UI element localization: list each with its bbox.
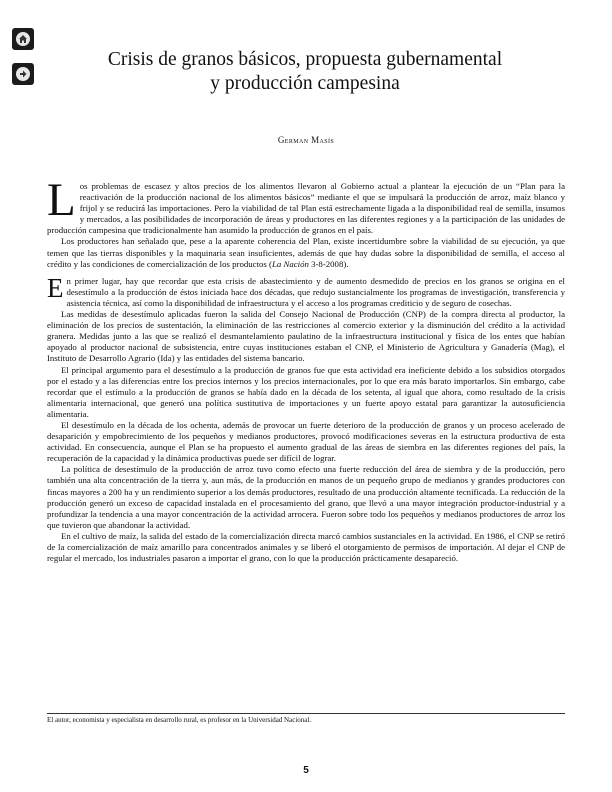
arrow-right-icon	[16, 67, 30, 81]
home-button[interactable]	[12, 28, 34, 50]
author-name: German Masís	[277, 135, 335, 145]
next-page-button[interactable]	[12, 63, 34, 85]
drop-cap: E	[47, 272, 64, 303]
page-number: 5	[303, 765, 309, 776]
paragraph-1: Los problemas de escasez y altos precios de los alimentos llevaron al Gobierno actual a plantear la ejecución de un “Plan para la reactivación de la producción nacional de los alimentos básicos” mediante el que se impulsará la producción de arroz, maíz blanco y frijol y se reducirá las importaciones. Pero la viabilidad de tal Plan está estrechamente ligada a la disponibilidad real de semilla, insumos y mercados, a las posibilidades de incorporación de áreas y productores en las diferentes regiones y a la participación de las unidades de producción campesina que tradicionalmente han asumido la producción de granos en el país.	[47, 174, 565, 236]
paragraph-6: El desestímulo en la década de los ochenta, además de provocar un fuerte deterioro de la producción de granos y un proceso acelerado de desaparición y empobrecimiento de los pequeños y medianos productores, provocó modificaciones severas en la estructura productiva de esta actividad. En consecuencia, aunque el Plan se ha propuesto el aumento gradual de las áreas de siembra en las diferentes regiones del país, la recuperación de la capacidad y la dinámica productivas puede ser difícil de lograr.	[47, 419, 565, 464]
paragraph-7: La política de desestímulo de la producción de arroz tuvo como efecto una fuerte reducción del área de siembra y de la producción, pero también una alta concentración de la tierra y, aun más, de la producción en manos de un pequeño grupo de medianos y grandes productores con fincas mayores a 200 ha y un rendimiento superior a los demás productores, resultado de una producción altamente tecnificada. La reducción de la producción generó un exceso de capacidad instalada en el procesamiento del grano, que llevó a una mayor integración productor-industrial y a profundizar la tendencia a una mayor concentración de la actividad arrocera. Fueron sobre todo los pequeños y medianos productores de arroz los que tuvieron que abandonar la actividad.	[47, 464, 565, 530]
title-line-1: Crisis de granos básicos, propuesta gubernamental	[107, 49, 503, 70]
footnote: El autor, economista y especialista en desarrollo rural, es profesor en la Universidad Nacional.	[47, 716, 312, 724]
paragraph-4: Las medidas de desestímulo aplicadas fueron la salida del Consejo Nacional de Producción (CNP) de la compra directa al productor, la eliminación de los precios de sustentación, la eliminación de las restricciones al comercio exterior y la disminución del crédito a la actividad granera. Medidas junto a las que se realizó el desmantelamiento paulatino de la infraestructura institucional y física de los entes que habían apoyado al productor nacional de subsistencia, entre cuyas instituciones estaban el CNP, el Ministerio de Agricultura y Ganadería (Mag), el Instituto de Desarrollo Agrario (Ida) y las entidades del sistema bancario.	[47, 309, 565, 364]
home-icon	[16, 32, 30, 46]
article-body	[47, 174, 565, 564]
drop-cap: L	[47, 174, 76, 226]
paragraph-2: Los productores han señalado que, pese a la aparente coherencia del Plan, existe incertidumbre sobre la viabilidad de su ejecución, ya que temen que las tierras disponibles y la maquinaria sean insuficientes, además de que hay dudas sobre la disponibilidad de semilla, el acceso al crédito y las condiciones de comercialización de los productos (La Nación 3-8-2008).	[47, 236, 565, 269]
paragraph-5: El principal argumento para el desestímulo a la producción de granos fue que esta actividad era ineficiente debido a los subsidios otorgados por el estado y a las diferencias entre los precios internos y los precios internacionales, por lo que era más barato importarlos. Sin embargo, cabe recordar que el estímulo a la producción de granos se había dado en la década de los setenta, al igual que ahora, como resultado de la crisis alimentaria internacional, que generó una política sustitutiva de importaciones y un fuerte apoyo estatal para garantizar la autosuficiencia alimentaria.	[47, 364, 565, 419]
citation-source: La Nación	[271, 258, 309, 269]
paragraph-3: En primer lugar, hay que recordar que esta crisis de abastecimiento y de aumento desmedido de precios en los granos se origina en el desestímulo a la producción de éstos iniciada hace dos décadas, que redujo sustancialmente los programas de investigación, transferencia y asistencia técnica, así como la disponibilidad de infraestructura y el acceso a los programas crediticio y de seguro de cosechas.	[47, 272, 565, 308]
article-title	[60, 48, 550, 96]
footnote-divider	[47, 713, 565, 714]
paragraph-8: En el cultivo de maíz, la salida del estado de la comercialización directa marcó cambios sustanciales en la actividad. En 1986, el CNP se retiró de la comercialización de maíz amarillo para concentrados animales y se liberó el otorgamiento de permisos de importación. Al dejar el CNP de regular el mercado, los industriales pasaron a importar el grano, con lo que la producción prácticamente desapareció.	[47, 530, 565, 564]
title-line-2: y producción campesina	[210, 73, 400, 94]
